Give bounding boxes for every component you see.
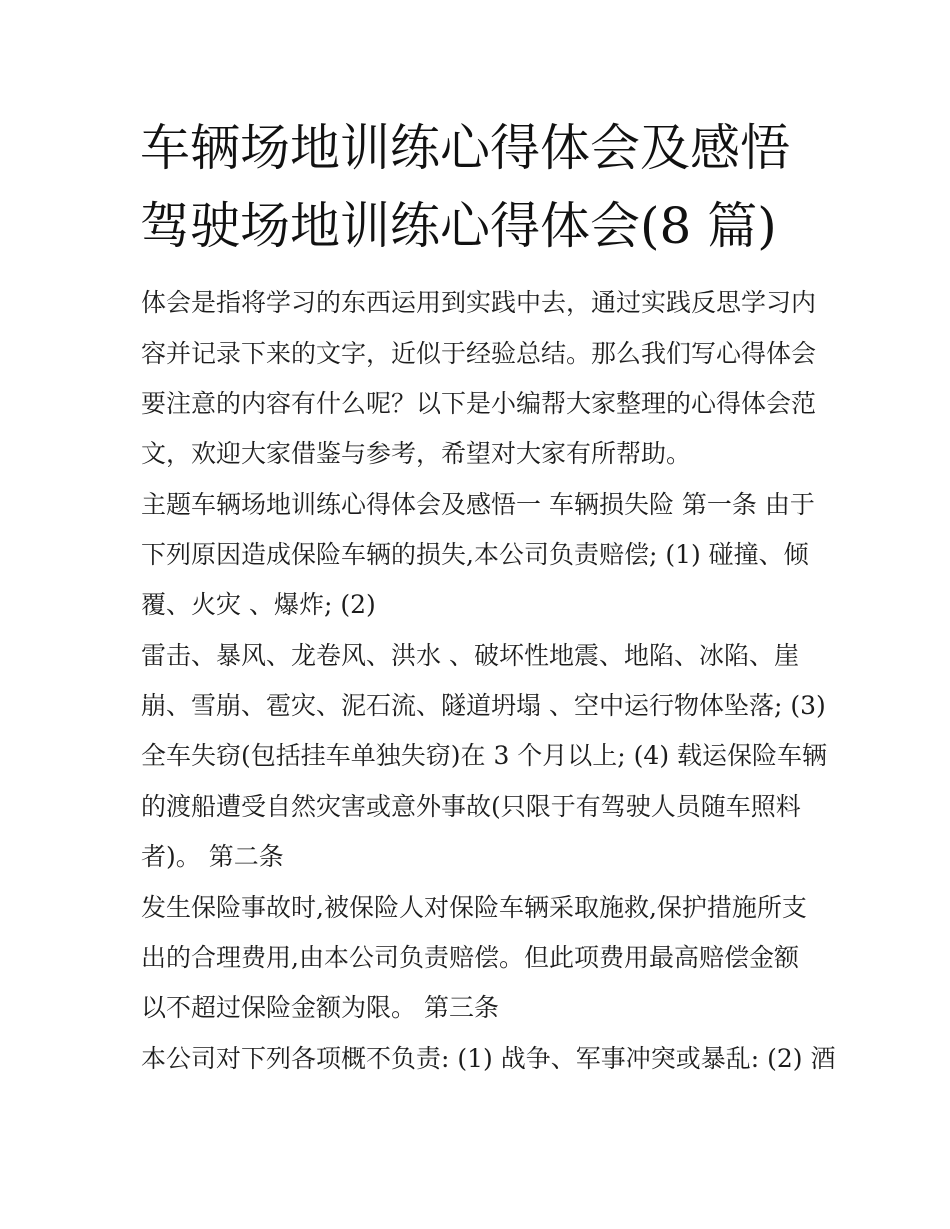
document-title-line-2: 驾驶场地训练心得体会(8 篇)	[140, 197, 777, 255]
paragraph-line: 的渡船遭受自然灾害或意外事故(只限于有驾驶人员随车照料	[141, 792, 801, 821]
paragraph-line: 体会是指将学习的东西运用到实践中去，通过实践反思学习内	[141, 288, 817, 317]
paragraph-line: 者)。 第二条	[141, 842, 284, 871]
paragraph-line: 文，欢迎大家借鉴与参考，希望对大家有所帮助。	[141, 439, 692, 468]
paragraph-line: 主题车辆场地训练心得体会及感悟一 车辆损失险 第一条 由于	[141, 490, 815, 519]
paragraph-line: 覆、火灾 、爆炸; (2)	[141, 590, 376, 619]
paragraph-line: 发生保险事故时,被保险人对保险车辆采取施救,保护措施所支	[141, 893, 807, 922]
paragraph-line: 崩、雪崩、雹灾、泥石流、隧道坍塌 、空中运行物体坠落; (3)	[141, 691, 826, 720]
document-title-line-1: 车辆场地训练心得体会及感悟	[140, 119, 790, 177]
paragraph-line: 本公司对下列各项概不负责: (1) 战争、军事冲突或暴乱: (2) 酒	[141, 1044, 836, 1073]
paragraph-line: 容并记录下来的文字，近似于经验总结。那么我们写心得体会	[141, 339, 817, 368]
paragraph-line: 以不超过保险金额为限。 第三条	[141, 993, 499, 1022]
paragraph-line: 全车失窃(包括挂车单独失窃)在 3 个月以上; (4) 载运保险车辆	[141, 741, 828, 770]
paragraph-line: 要注意的内容有什么呢？以下是小编帮大家整理的心得体会范	[141, 389, 817, 418]
paragraph-line: 出的合理费用,由本公司负责赔偿。但此项费用最高赔偿金额	[141, 943, 799, 972]
paragraph-line: 雷击、暴风、龙卷风、洪水 、破坏性地震、地陷、冰陷、崖	[141, 641, 799, 670]
paragraph-line: 下列原因造成保险车辆的损失,本公司负责赔偿; (1) 碰撞、倾	[141, 540, 809, 569]
